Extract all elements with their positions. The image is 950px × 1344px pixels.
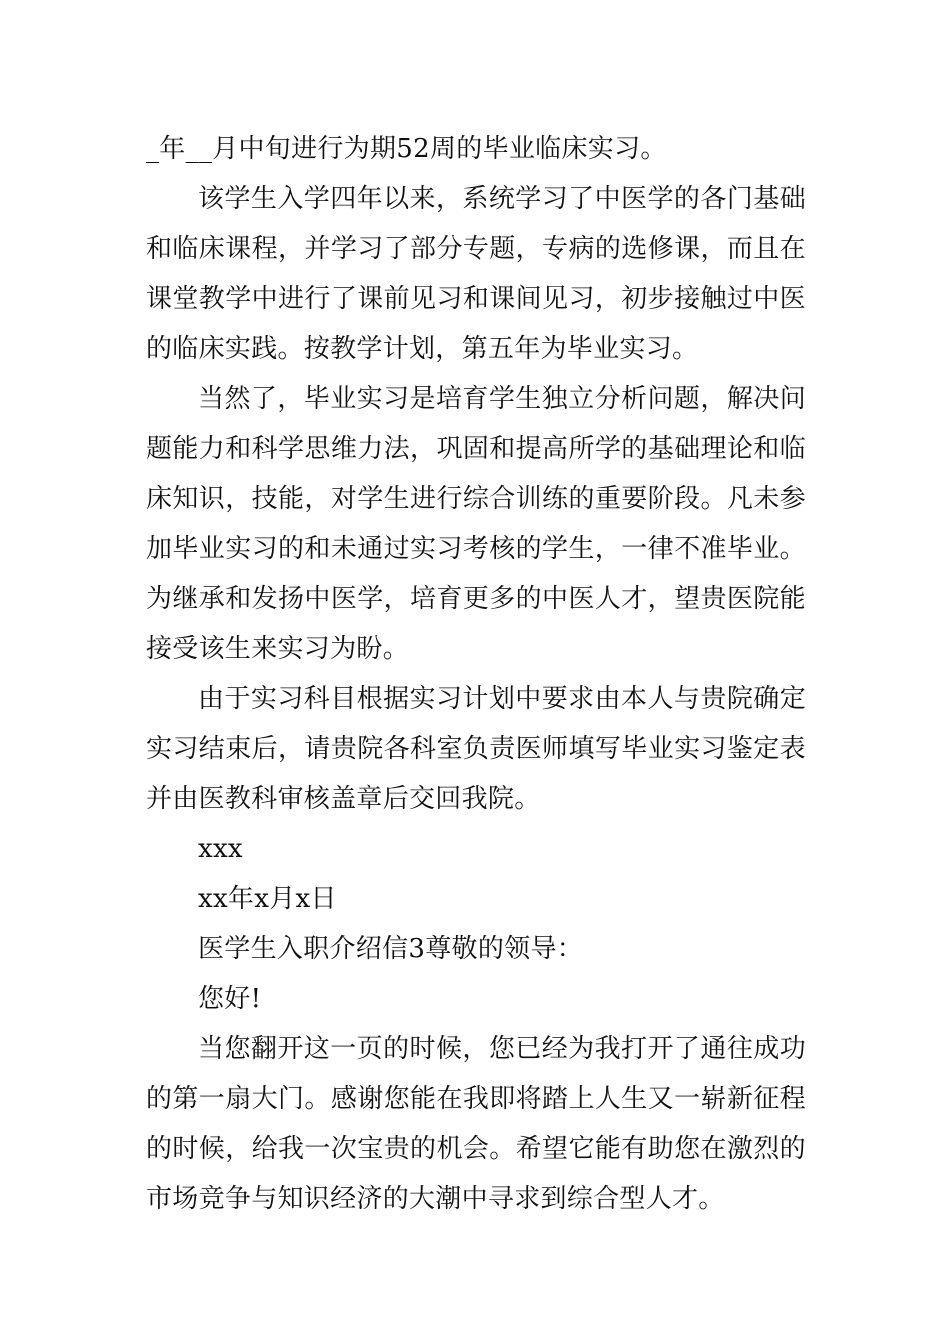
paragraph-internship-importance: 当然了，毕业实习是培育学生独立分析问题，解决问题能力和科学思维力法，巩固和提高所学的基础理论和临床知识，技能，对学生进行综合训练的重要阶段。凡未参加毕业实习的和未通过实习考核的学生，一律不准毕业。为继承和发扬中医学，培育更多的中医人才，望贵医院能接受该生来实习为盼。 <box>146 384 806 664</box>
signature-date: xx年x月x日 <box>198 884 337 914</box>
letter-heading: 医学生入职介绍信3尊敬的领导： <box>198 934 584 964</box>
paragraph-internship-period: _年__月中旬进行为期52周的毕业临床实习。 <box>146 134 667 164</box>
document-body <box>146 124 806 1224</box>
signature-name: xxx <box>198 834 243 864</box>
paragraph-student-study: 该学生入学四年以来，系统学习了中医学的各门基础和临床课程，并学习了部分专题，专病的选修课，而且在课堂教学中进行了课前见习和课间见习，初步接触过中医的临床实践。按教学计划，第五年为毕业实习。 <box>146 184 806 364</box>
paragraph-internship-procedure: 由于实习科目根据实习计划中要求由本人与贵院确定实习结束后，请贵院各科室负责医师填写毕业实习鉴定表并由医教科审核盖章后交回我院。 <box>146 684 806 814</box>
greeting: 您好! <box>198 984 262 1014</box>
paragraph-opening: 当您翻开这一页的时候，您已经为我打开了通往成功的第一扇大门。感谢您能在我即将踏上人生又一崭新征程的时候，给我一次宝贵的机会。希望它能有助您在激烈的市场竞争与知识经济的大潮中寻求到综合型人才。 <box>146 1034 806 1214</box>
